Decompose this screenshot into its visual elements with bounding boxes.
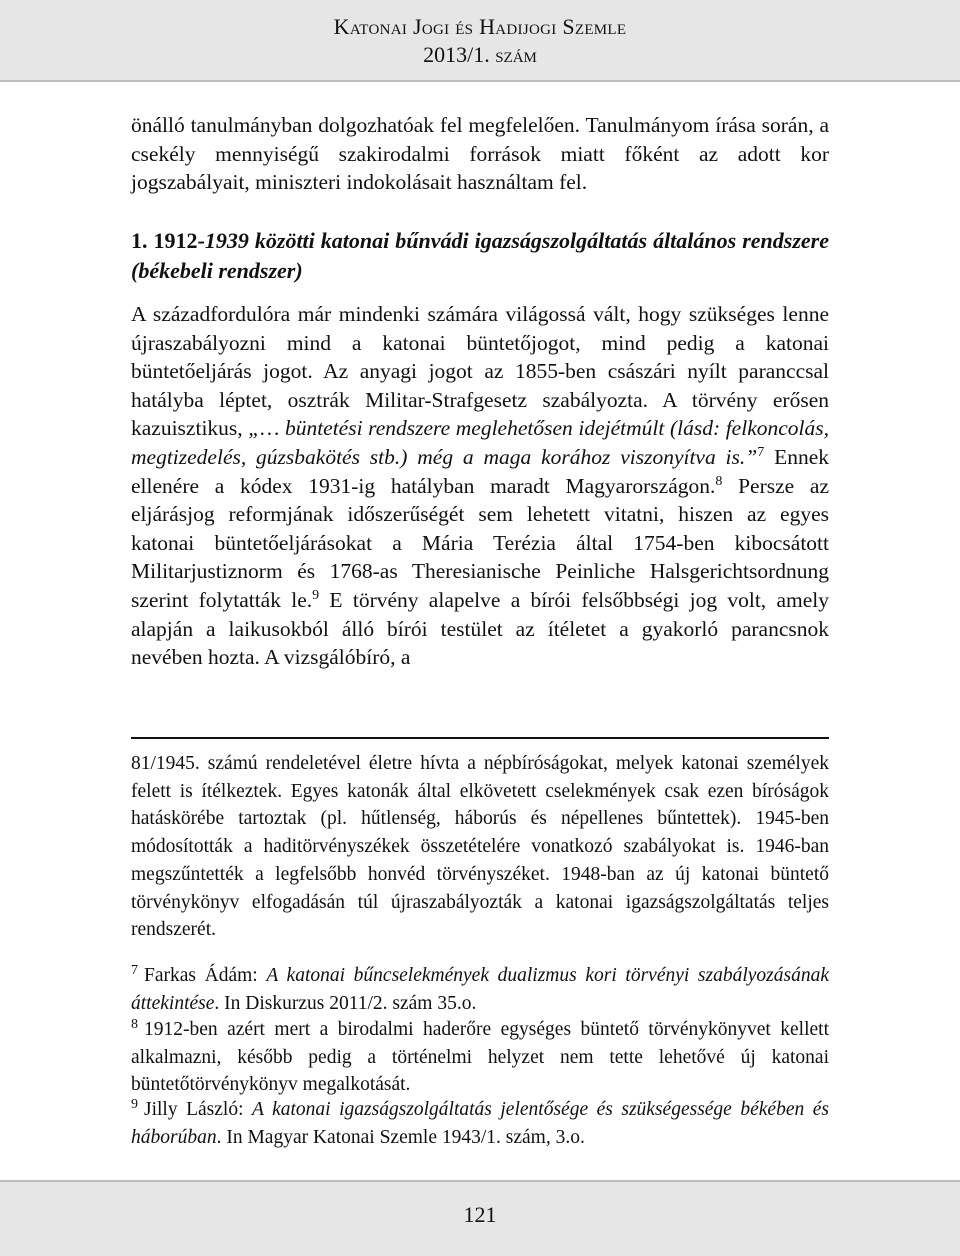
paragraph-text-2: Ennek ellenére a kódex 1931-ig hatályban maradt Magyarországon. [131, 444, 829, 498]
issue-number: 2013/1. szám [423, 42, 537, 67]
footnote-ref-8[interactable]: 8 [715, 473, 723, 489]
page-number: 121 [463, 1202, 497, 1227]
footnote-9-author: Jilly László: [144, 1099, 253, 1120]
footnote-ref-9[interactable]: 9 [312, 587, 320, 603]
footnote-ref-7[interactable]: 7 [757, 444, 765, 460]
footnote-7-author: Farkas Ádám: [144, 965, 267, 986]
quote-text: „… büntetési rendszere meglehetősen idejétmúlt (lásd: felkoncolás, megtizedelés, gúzsbakötés stb.) még a maga korához viszonyítva is.” [131, 416, 829, 469]
journal-title: Katonai Jogi és Hadijogi Szemle [333, 14, 627, 39]
footnote-8 [131, 1016, 829, 1099]
footnote-8-text: 1912-ben azért mert a birodalmi haderőre egységes büntető törvénykönyvet kellett alkalmazni, később pedig a történelmi helyzet nem tette lehetővé új katonai büntetőtörvénykönyv megalkotását. [131, 1019, 829, 1096]
section-title: 1939 közötti katonai bűnvádi igazságszolgáltatás általános rendszere (békebeli rendszer) [131, 228, 830, 283]
footnote-9-title: A katonai igazságszolgáltatás jelentősége és szükségessége békében és háborúban [131, 1099, 829, 1148]
footnote-7-title: A katonai bűncselekmények dualizmus kori törvényi szabályozásának áttekintése [131, 965, 830, 1014]
footnote-9-source: . In Magyar Katonai Szemle 1943/1. szám, 3.o. [216, 1126, 585, 1148]
footnote-separator [131, 737, 829, 739]
footnote-7-source: . In Diskurzus 2011/2. szám 35.o. [214, 992, 477, 1014]
footnote-9 [131, 1096, 829, 1151]
paragraph-text-3: Persze az eljárásjog reformjának időszerűségét sem lehetett vitatni, hiszen az egyes katonai büntetőeljárásokat a Mária Terézia által 1754-ben kibocsátott Militarjustiznorm és 1768-as Theresianische Peinliche Halsgerichtsordnung szerint folytatták le. [131, 473, 829, 612]
footnote-8-number: 8 [131, 1016, 138, 1032]
intro-paragraph: önálló tanulmányban dolgozhatóak fel megfelelően. Tanulmányom írása során, a csekély mennyiségű szakirodalmi források miatt főként az adott kor jogszabályait, miniszteri indokolásait használtam fel. [131, 113, 829, 195]
footnote-7-number: 7 [131, 962, 138, 978]
section-number: 1. 1912- [131, 228, 205, 253]
page-footer [0, 1180, 960, 1256]
footnote-7 [131, 962, 829, 1017]
footnote-continued: 81/1945. számú rendeletével életre hívta a népbíróságokat, melyek katonai személyek felett is ítélkeztek. Egyes katonák által elkövetett cselekmények csak ezen bíróságok hatáskörébe tartoztak (pl. hűtlenség, háborús és népellenes bűntettek). 1945-ben módosították a haditörvényszékek összetételére vonatkozó szabályokat is. 1946-ban megszűntették a legfelsőbb honvéd törvényszéket. 1948-ban az új katonai büntető törvénykönyv elfogadásán túl újraszabályozták a katonai igazságszolgáltatás teljes rendszerét. [131, 753, 829, 941]
paragraph-text-1: A századfordulóra már mindenki számára világossá vált, hogy szükséges lenne újraszabályozni mind a katonai büntetőjogot, mind pedig a katonai büntetőeljárás jogot. Az anyagi jogot az 1855-ben császári nyílt paranccsal hatályba léptet, osztrák Militar-Strafgesetz szabályozta. A törvény erősen kazuisztikus, [131, 302, 829, 441]
paragraph-text-4: E törvény alapelve a bírói felsőbbségi jog volt, amely alapján a laikusokból álló bírói testület az ítéletet a gyakorló parancsnok nevében hozta. A vizsgálóbíró, a [131, 587, 829, 670]
footnote-9-number: 9 [131, 1096, 138, 1112]
running-header [0, 0, 960, 82]
section-heading [131, 226, 829, 286]
main-paragraph [131, 300, 829, 672]
